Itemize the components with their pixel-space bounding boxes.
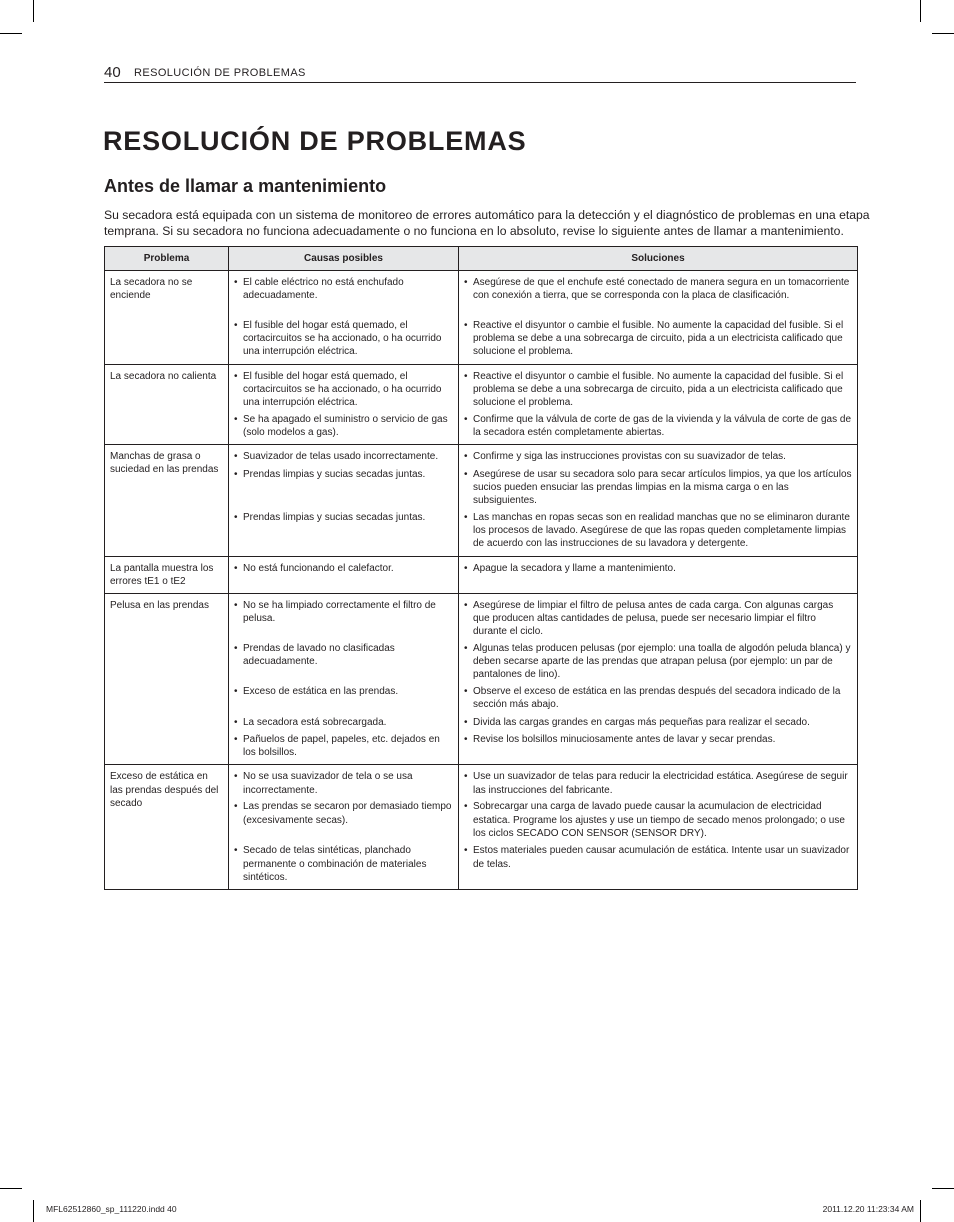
troubleshooting-table <box>104 246 858 890</box>
causes-cell <box>229 765 459 890</box>
footer-date: 2011.12.20 11:23:34 AM <box>822 1204 914 1214</box>
crop-mark <box>33 0 34 22</box>
cause-item: • Se ha apagado el suministro o servicio de gas (solo modelos a gas). <box>234 413 453 439</box>
crop-mark <box>920 1200 921 1222</box>
problem-cell: La secadora no se enciende <box>105 271 229 365</box>
solution-item: • Confirme que la válvula de corte de gas de la vivienda y la válvula de corte de gas de la secadora estén completamente abiertas. <box>464 413 852 439</box>
intro-paragraph: Su secadora está equipada con un sistema de monitoreo de errores automático para la detección y el diagnóstico de problemas en una etapa temprana. Si su secadora no funciona adecuadamente o no funciona en lo absoluto, revise lo siguiente antes de llamar a mantenimiento. <box>104 208 870 238</box>
solution-item: • Estos materiales pueden causar acumulación de estática. Intente usar un suavizador de telas. <box>464 844 852 870</box>
footer-file-info: MFL62512860_sp_111220.indd 40 <box>46 1204 177 1214</box>
crop-mark <box>33 1200 34 1222</box>
solution-item: • Reactive el disyuntor o cambie el fusible. No aumente la capacidad del fusible. Si el problema se debe a una sobrecarga de circuito, pida a un electricista calificado que solucione el problema. <box>464 370 852 413</box>
table-row <box>105 556 858 593</box>
solutions-cell <box>459 445 858 557</box>
table-row <box>105 445 858 557</box>
cause-item: • El cable eléctrico no está enchufado adecuadamente. <box>234 276 453 319</box>
header-problem: Problema <box>105 247 229 271</box>
page-title: RESOLUCIÓN DE PROBLEMAS <box>103 126 527 156</box>
cause-item: • Exceso de estática en las prendas. <box>234 685 453 716</box>
cause-item: • Pañuelos de papel, papeles, etc. dejados en los bolsillos. <box>234 733 453 759</box>
problem-cell: La pantalla muestra los errores tE1 o tE2 <box>105 556 229 593</box>
table-header-row <box>105 247 858 271</box>
table-row <box>105 765 858 890</box>
running-title: RESOLUCIÓN DE PROBLEMAS <box>134 67 306 79</box>
solution-item: • Use un suavizador de telas para reducir la electricidad estática. Asegúrese de seguir las instrucciones del fabricante. <box>464 770 852 800</box>
problem-cell: La secadora no calienta <box>105 364 229 444</box>
table-row <box>105 594 858 765</box>
solutions-cell <box>459 271 858 365</box>
crop-mark <box>0 1188 22 1189</box>
solution-item: • Reactive el disyuntor o cambie el fusible. No aumente la capacidad del fusible. Si el problema se debe a una sobrecarga de circuito, pida a un electricista calificado que solucione el problema. <box>464 319 852 359</box>
table-row <box>105 364 858 444</box>
causes-cell <box>229 445 459 557</box>
solution-item: • Asegúrese de usar su secadora solo para secar artículos limpios, ya que los artículos sucios pueden ensuciar las prendas limpias en la misma carga o en las subsiguientes. <box>464 468 852 511</box>
solution-item: • Apague la secadora y llame a mantenimiento. <box>464 562 852 575</box>
crop-mark <box>932 1188 954 1189</box>
solution-item: • Asegúrese de que el enchufe esté conectado de manera segura en un tomacorriente con conexión a tierra, que se corresponda con la placa de clasificación. <box>464 276 852 319</box>
section-subtitle: Antes de llamar a mantenimiento <box>104 176 387 196</box>
cause-item: • Prendas de lavado no clasificadas adecuadamente. <box>234 642 453 685</box>
causes-cell <box>229 364 459 444</box>
solutions-cell <box>459 556 858 593</box>
cause-item: • El fusible del hogar está quemado, el cortacircuitos se ha accionado, o ha ocurrido una interrupción eléctrica. <box>234 319 453 359</box>
cause-item: • Suavizador de telas usado incorrectamente. <box>234 450 453 468</box>
solution-item: • Revise los bolsillos minuciosamente antes de lavar y secar prendas. <box>464 733 852 746</box>
causes-cell <box>229 271 459 365</box>
solution-item: • Algunas telas producen pelusas (por ejemplo: una toalla de algodón peluda blanca) y deben secarse aparte de las prendas que atrapan pelusa (por ejemplo: un par de pantalones de lino). <box>464 642 852 685</box>
cause-item: • Prendas limpias y sucias secadas juntas. <box>234 468 453 511</box>
solution-item: • Sobrecargar una carga de lavado puede causar la acumulacion de electricidad estatica. Programe los ajustes y use un tiempo de secado menos prolongado; o use los ciclos SECADO CON SENSOR (SENSOR DRY). <box>464 800 852 844</box>
cause-item: • El fusible del hogar está quemado, el cortacircuitos se ha accionado, o ha ocurrido una interrupción eléctrica. <box>234 370 453 413</box>
cause-item: • Secado de telas sintéticas, planchado permanente o combinación de materiales sintéticos. <box>234 844 453 884</box>
causes-cell <box>229 556 459 593</box>
problem-cell: Pelusa en las prendas <box>105 594 229 765</box>
cause-item: • No se usa suavizador de tela o se usa incorrectamente. <box>234 770 453 800</box>
header-solutions: Soluciones <box>459 247 858 271</box>
solution-item: • Confirme y siga las instrucciones provistas con su suavizador de telas. <box>464 450 852 468</box>
solution-item: • Divida las cargas grandes en cargas más pequeñas para realizar el secado. <box>464 716 852 733</box>
problem-cell: Exceso de estática en las prendas después del secado <box>105 765 229 890</box>
solutions-cell <box>459 364 858 444</box>
table-row <box>105 271 858 365</box>
page-header <box>104 64 856 83</box>
cause-item: • La secadora está sobrecargada. <box>234 716 453 733</box>
problem-cell: Manchas de grasa o suciedad en las prendas <box>105 445 229 557</box>
crop-mark <box>932 33 954 34</box>
cause-item: • No está funcionando el calefactor. <box>234 562 453 575</box>
solutions-cell <box>459 765 858 890</box>
solution-item: • Observe el exceso de estática en las prendas después del secadora indicado de la sección más abajo. <box>464 685 852 716</box>
crop-mark <box>0 33 22 34</box>
solution-item: • Asegúrese de limpiar el filtro de pelusa antes de cada carga. Con algunas cargas que producen altas cantidades de pelusa, puede ser necesario limpiar el filtro durante el ciclo. <box>464 599 852 642</box>
header-causes: Causas posibles <box>229 247 459 271</box>
crop-mark <box>920 0 921 22</box>
cause-item: • Las prendas se secaron por demasiado tiempo (excesivamente secas). <box>234 800 453 844</box>
cause-item: • Prendas limpias y sucias secadas juntas. <box>234 511 453 524</box>
page-number: 40 <box>104 64 121 81</box>
causes-cell <box>229 594 459 765</box>
solution-item: • Las manchas en ropas secas son en realidad manchas que no se eliminaron durante los procesos de lavado. Asegúrese de que las ropas queden completamente limpias de acuerdo con las instrucciones de su lavadora y detergente. <box>464 511 852 551</box>
cause-item: • No se ha limpiado correctamente el filtro de pelusa. <box>234 599 453 642</box>
solutions-cell <box>459 594 858 765</box>
